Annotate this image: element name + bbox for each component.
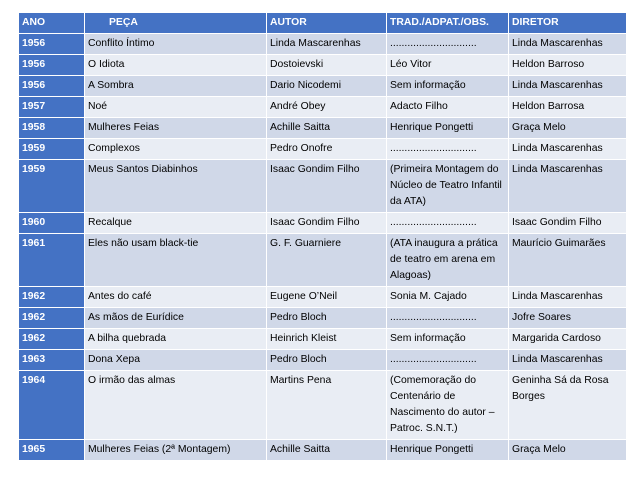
cell-trad: Henrique Pongetti: [387, 440, 509, 461]
cell-diretor: Linda Mascarenhas: [509, 76, 627, 97]
cell-ano: 1962: [19, 308, 85, 329]
table-row: [19, 308, 627, 329]
cell-diretor: Maurício Guimarães: [509, 234, 627, 287]
cell-trad: ..............................: [387, 139, 509, 160]
cell-diretor: Heldon Barroso: [509, 55, 627, 76]
cell-diretor: Isaac Gondim Filho: [509, 213, 627, 234]
cell-diretor: Margarida Cardoso: [509, 329, 627, 350]
montagens-table: [18, 12, 627, 461]
table-row: [19, 350, 627, 371]
cell-autor: Heinrich Kleist: [267, 329, 387, 350]
cell-diretor: Geninha Sá da Rosa Borges: [509, 371, 627, 440]
cell-diretor: Linda Mascarenhas: [509, 287, 627, 308]
cell-trad: (Comemoração do Centenário de Nascimento do autor – Patroc. S.N.T.): [387, 371, 509, 440]
header-ano: ANO: [19, 13, 85, 34]
table-row: [19, 118, 627, 139]
cell-peca: O irmão das almas: [85, 371, 267, 440]
cell-peca: Dona Xepa: [85, 350, 267, 371]
table-row: [19, 55, 627, 76]
cell-trad: (Primeira Montagem do Núcleo de Teatro Infantil da ATA): [387, 160, 509, 213]
cell-ano: 1963: [19, 350, 85, 371]
cell-ano: 1965: [19, 440, 85, 461]
cell-autor: Pedro Onofre: [267, 139, 387, 160]
header-diretor: DIRETOR: [509, 13, 627, 34]
table-row: [19, 329, 627, 350]
cell-trad: ..............................: [387, 34, 509, 55]
header-row: [19, 13, 627, 34]
cell-autor: Pedro Bloch: [267, 350, 387, 371]
cell-autor: Isaac Gondim Filho: [267, 160, 387, 213]
table-row: [19, 139, 627, 160]
table-row: [19, 34, 627, 55]
cell-autor: Dostoievski: [267, 55, 387, 76]
table-body: [19, 34, 627, 461]
table-row: [19, 97, 627, 118]
table-row: [19, 287, 627, 308]
cell-ano: 1958: [19, 118, 85, 139]
cell-peca: Complexos: [85, 139, 267, 160]
cell-peca: Mulheres Feias: [85, 118, 267, 139]
cell-trad: Adacto Filho: [387, 97, 509, 118]
cell-peca: Eles não usam black-tie: [85, 234, 267, 287]
cell-ano: 1959: [19, 139, 85, 160]
cell-trad: Henrique Pongetti: [387, 118, 509, 139]
cell-ano: 1962: [19, 329, 85, 350]
cell-diretor: Linda Mascarenhas: [509, 139, 627, 160]
cell-ano: 1959: [19, 160, 85, 213]
cell-autor: Martins Pena: [267, 371, 387, 440]
cell-trad: Sem informação: [387, 329, 509, 350]
cell-autor: Achille Saitta: [267, 118, 387, 139]
cell-peca: As mãos de Eurídice: [85, 308, 267, 329]
cell-peca: Recalque: [85, 213, 267, 234]
cell-ano: 1956: [19, 34, 85, 55]
cell-autor: André Obey: [267, 97, 387, 118]
table-row: [19, 234, 627, 287]
cell-peca: Mulheres Feias (2ª Montagem): [85, 440, 267, 461]
cell-diretor: Heldon Barrosa: [509, 97, 627, 118]
cell-ano: 1957: [19, 97, 85, 118]
table-row: [19, 440, 627, 461]
cell-diretor: Linda Mascarenhas: [509, 160, 627, 213]
cell-autor: Pedro Bloch: [267, 308, 387, 329]
table-row: [19, 76, 627, 97]
cell-trad: Sem informação: [387, 76, 509, 97]
cell-ano: 1960: [19, 213, 85, 234]
cell-ano: 1961: [19, 234, 85, 287]
cell-peca: Meus Santos Diabinhos: [85, 160, 267, 213]
cell-trad: ..............................: [387, 308, 509, 329]
cell-peca: Conflito Íntimo: [85, 34, 267, 55]
cell-autor: Linda Mascarenhas: [267, 34, 387, 55]
cell-peca: O Idiota: [85, 55, 267, 76]
cell-autor: Eugene O’Neil: [267, 287, 387, 308]
cell-diretor: Linda Mascarenhas: [509, 350, 627, 371]
table-row: [19, 213, 627, 234]
cell-ano: 1962: [19, 287, 85, 308]
header-peca: PEÇA: [85, 13, 267, 34]
table-row: [19, 160, 627, 213]
cell-peca: A bilha quebrada: [85, 329, 267, 350]
cell-diretor: Jofre Soares: [509, 308, 627, 329]
cell-ano: 1956: [19, 55, 85, 76]
cell-ano: 1964: [19, 371, 85, 440]
cell-trad: Sonia M. Cajado: [387, 287, 509, 308]
cell-autor: Isaac Gondim Filho: [267, 213, 387, 234]
cell-autor: G. F. Guarniere: [267, 234, 387, 287]
cell-diretor: Graça Melo: [509, 440, 627, 461]
cell-peca: Antes do café: [85, 287, 267, 308]
cell-trad: ..............................: [387, 213, 509, 234]
table-row: [19, 371, 627, 440]
cell-diretor: Graça Melo: [509, 118, 627, 139]
cell-trad: Léo Vitor: [387, 55, 509, 76]
cell-autor: Achille Saitta: [267, 440, 387, 461]
header-autor: AUTOR: [267, 13, 387, 34]
cell-diretor: Linda Mascarenhas: [509, 34, 627, 55]
cell-ano: 1956: [19, 76, 85, 97]
cell-autor: Dario Nicodemi: [267, 76, 387, 97]
cell-trad: (ATA inaugura a prática de teatro em arena em Alagoas): [387, 234, 509, 287]
cell-peca: Noé: [85, 97, 267, 118]
cell-trad: ..............................: [387, 350, 509, 371]
header-trad: TRAD./ADPAT./OBS.: [387, 13, 509, 34]
cell-peca: A Sombra: [85, 76, 267, 97]
